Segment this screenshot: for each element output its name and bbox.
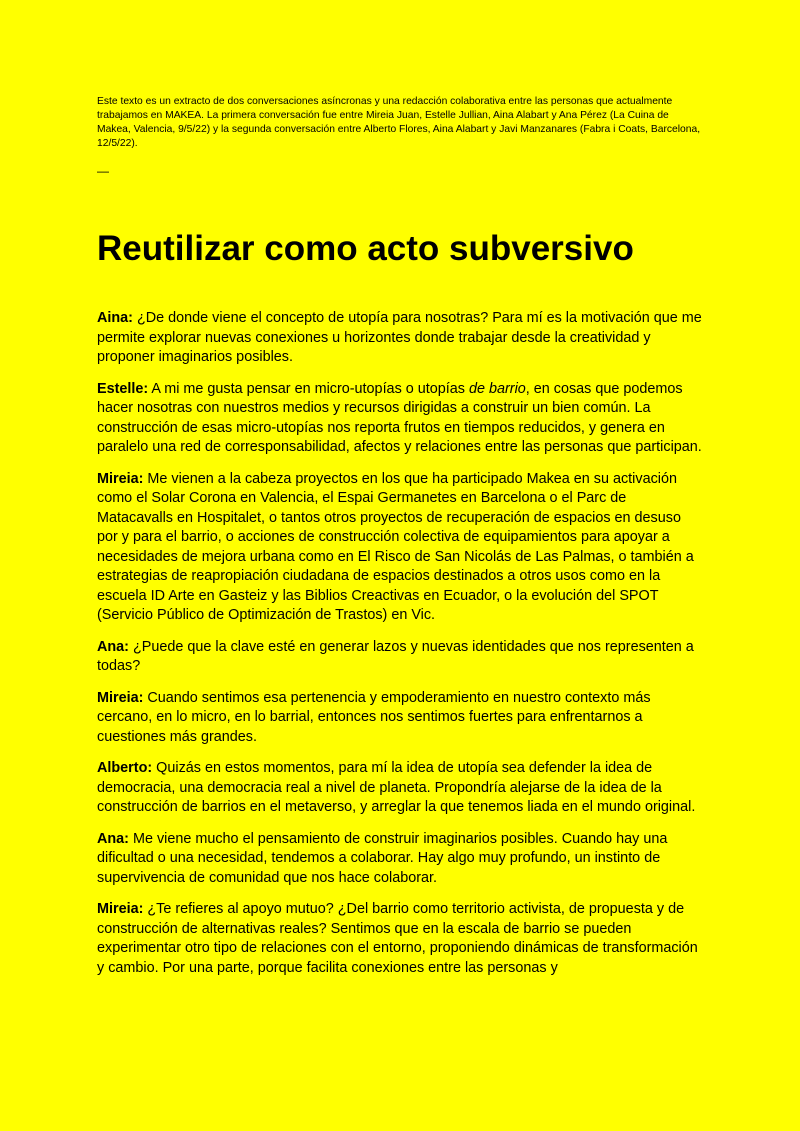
paragraph-text: ¿Te refieres al apoyo mutuo? ¿Del barrio como territorio activista, de propuesta y de construcción de alternativas reales? Sentimos que en la escala de barrio se pueden experimentar otro tipo de relaciones con el entorno, proponiendo dinámicas de transformación y cambio. Por una parte, porque facilita conexiones entre las personas y: [97, 901, 698, 976]
paragraph-estelle-1: [97, 380, 704, 458]
speaker-name: Mireia:: [97, 689, 144, 706]
conversation-body: [97, 309, 704, 978]
paragraph-ana-2: [97, 830, 704, 889]
paragraph-text: ¿Puede que la clave esté en generar lazos y nuevas identidades que nos representen a todas?: [97, 638, 694, 674]
intro-text: Este texto es un extracto de dos conversaciones asíncronas y una redacción colaborativa entre las personas que actualmente trabajamos en MAKEA. La primera conversación fue entre Mireia Juan, Estelle Jullian, Aina Alabart y Ana Pérez (La Cuina de Makea, Valencia, 9/5/22) y la segunda conversación entre Alberto Flores, Aina Alabart y Javi Manzanares (Fabra i Coats, Barcelona, 12/5/22).: [97, 96, 701, 149]
document-title: Reutilizar como acto subversivo: [97, 229, 634, 268]
separator-dash: —: [97, 164, 109, 178]
speaker-name: Aina:: [97, 310, 133, 326]
paragraph-mireia-2: [97, 689, 704, 748]
paragraph-mireia-3: [97, 900, 704, 978]
speaker-name: Ana:: [97, 638, 129, 655]
speaker-name: Ana:: [97, 830, 129, 847]
paragraph-emphasis: de barrio: [468, 380, 526, 397]
speaker-name: Estelle:: [97, 380, 149, 397]
paragraph-text: Me viene mucho el pensamiento de construir imaginarios posibles. Cuando hay una dificultad o una necesidad, tendemos a colaborar. Hay algo muy profundo, un instinto de supervivencia de comunidad que nos hace colaborar.: [97, 830, 668, 886]
paragraph-aina-1: [97, 309, 704, 368]
speaker-name: Mireia:: [97, 470, 144, 487]
paragraph-text: ¿De donde viene el concepto de utopía para nosotras? Para mí es la motivación que me permite explorar nuevas conexiones u horizontes donde trabajar desde la creatividad y proponer imaginarios posibles.: [97, 310, 702, 365]
paragraph-ana-1: [97, 638, 704, 677]
paragraph-text: Me vienen a la cabeza proyectos en los que ha participado Makea en su activación como el Solar Corona en Valencia, el Espai Germanetes en Barcelona o el Parc de Matacavalls en Hospitalet, o tantos otros proyectos de recuperación de espacios en desuso por y para el barrio, o acciones de construcción colectiva de equipamientos para apoyar a necesidades de mejora urbana como en El Risco de San Nicolás de Las Palmas, o también a estrategias de reapropiación ciudadana de espacios destinados a otros usos como en la escuela ID Arte en Gasteiz y las Biblios Creactivas en Ecuador, o la evolución del SPOT (Servicio Público de Optimización de Trastos) en Vic.: [97, 470, 694, 623]
speaker-name: Mireia:: [97, 901, 144, 917]
paragraph-alberto-1: [97, 759, 704, 818]
paragraph-text: Quizás en estos momentos, para mí la idea de utopía sea defender la idea de democracia, una democracia real a nivel de planeta. Propondría alejarse de la idea de la construcción de barrios en el metaverso, y arreglar la que tenemos liada en el mundo original.: [97, 760, 696, 815]
paragraph-text: Cuando sentimos esa pertenencia y empoderamiento en nuestro contexto más cercano, en lo micro, en lo barrial, entonces nos sentimos fuertes para enfrentarnos a cuestiones más grandes.: [97, 689, 651, 745]
paragraph-text: , en cosas que podemos hacer nosotras con nuestros medios y recursos dirigidas a construir un bien común. La construcción de esas micro-utopías nos reporta frutos en tiempos reducidos, y genera en paralelo una red de corresponsabilidad, afectos y relaciones entre las personas que participan.: [97, 380, 702, 455]
paragraph-text: A mi me gusta pensar en micro-utopías o utopías: [148, 380, 469, 397]
paragraph-mireia-1: [97, 470, 704, 626]
speaker-name: Alberto:: [97, 760, 153, 776]
